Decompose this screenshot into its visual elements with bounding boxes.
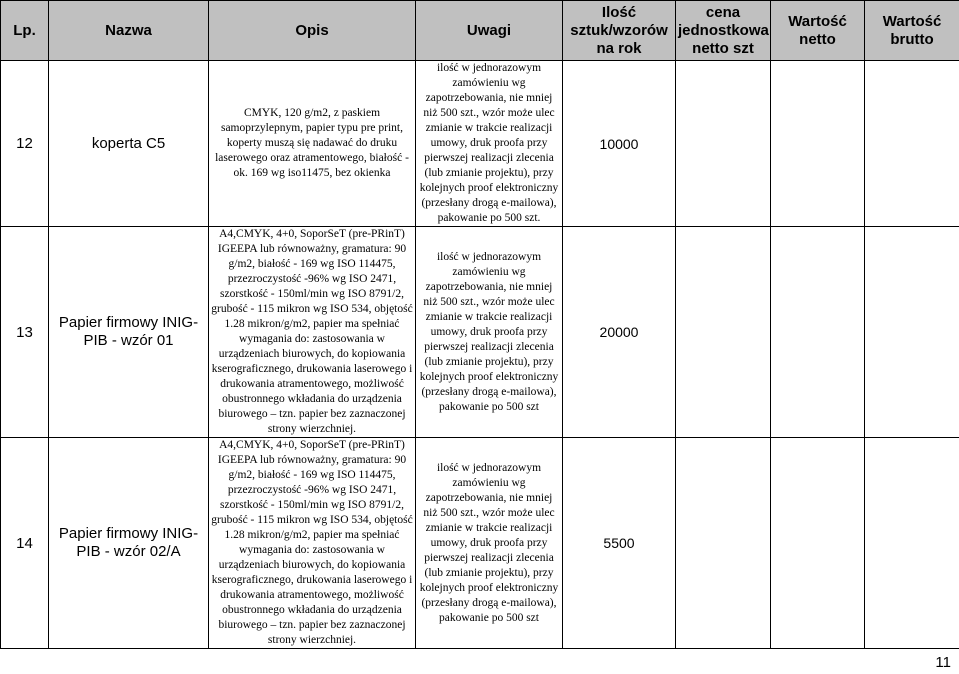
row-cena-cell	[676, 227, 771, 438]
row-nazwa: Papier firmowy INIG-PIB - wzór 01	[49, 227, 209, 438]
table-row	[1, 438, 959, 649]
row-netto-cell	[771, 227, 865, 438]
row-nazwa: koperta C5	[49, 61, 209, 227]
header-wartosc-netto: Wartość netto	[771, 1, 865, 61]
header-cena: cena jednostkowa netto szt	[676, 1, 771, 61]
header-nazwa: Nazwa	[49, 1, 209, 61]
header-lp: Lp.	[1, 1, 49, 61]
row-lp: 13	[1, 227, 49, 438]
header-row	[1, 1, 959, 61]
row-ilosc: 20000	[563, 227, 676, 438]
row-brutto-cell	[865, 227, 959, 438]
row-uwagi: ilość w jednorazowym zamówieniu wg zapotrzebowania, nie mniej niż 500 szt., wzór może ulec zmianie w trakcie realizacji umowy, druk proofa przy pierwszej realizacji zlecenia (lub zmianie projektu), przy kolejnych proof elektroniczny (przesłany drogą e-mailowa), pakowanie po 500 szt.	[416, 61, 563, 227]
row-netto-cell	[771, 61, 865, 227]
table-row	[1, 61, 959, 227]
row-ilosc: 10000	[563, 61, 676, 227]
row-cena-cell	[676, 61, 771, 227]
row-lp: 12	[1, 61, 49, 227]
row-brutto-cell	[865, 438, 959, 649]
row-lp: 14	[1, 438, 49, 649]
row-ilosc: 5500	[563, 438, 676, 649]
row-nazwa: Papier firmowy INIG-PIB - wzór 02/A	[49, 438, 209, 649]
row-opis: A4,CMYK, 4+0, SoporSeT (pre-PRinT) IGEEPA lub równoważny, gramatura: 90 g/m2, białość - 169 wg ISO 114475, przezroczystość -96% wg ISO 2471, szorstkość - 150ml/min wg ISO 8791/2, grubość - 115 mikron wg ISO 534, objętość 1.28 mikron/g/m2, papier ma spełniać wymagania do: zastosowania w urządzeniach biurowych, do kopiowania kserograficznego, drukowania laserowego i drukowania atramentowego, możliwość obustronnego wkładania do urządzenia biurowego – tzn. papier bez zaznaczonej strony wierzchniej.	[209, 227, 416, 438]
row-brutto-cell	[865, 61, 959, 227]
row-uwagi: ilość w jednorazowym zamówieniu wg zapotrzebowania, nie mniej niż 500 szt., wzór może ulec zmianie w trakcie realizacji umowy, druk proofa przy pierwszej realizacji zlecenia (lub zmianie projektu), przy kolejnych proof elektroniczny (przesłany drogą e-mailowa), pakowanie po 500 szt	[416, 227, 563, 438]
table-row	[1, 227, 959, 438]
header-uwagi: Uwagi	[416, 1, 563, 61]
header-ilosc: Ilość sztuk/wzorów na rok	[563, 1, 676, 61]
row-cena-cell	[676, 438, 771, 649]
header-wartosc-brutto: Wartość brutto	[865, 1, 959, 61]
row-uwagi: ilość w jednorazowym zamówieniu wg zapotrzebowania, nie mniej niż 500 szt., wzór może ulec zmianie w trakcie realizacji umowy, druk proofa przy pierwszej realizacji zlecenia (lub zmianie projektu), przy kolejnych proof elektroniczny (przesłany drogą e-mailowa), pakowanie po 500 szt	[416, 438, 563, 649]
row-opis: A4,CMYK, 4+0, SoporSeT (pre-PRinT) IGEEPA lub równoważny, gramatura: 90 g/m2, białość - 169 wg ISO 114475, przezroczystość -96% wg ISO 2471, szorstkość - 150ml/min wg ISO 8791/2, grubość - 115 mikron wg ISO 534, objętość 1.28 mikron/g/m2, papier ma spełniać wymagania do: zastosowania w urządzeniach biurowych, do kopiowania kserograficznego, drukowania laserowego i drukowania atramentowego, możliwość obustronnego wkładania do urządzenia biurowego – tzn. papier bez zaznaczonej strony wierzchniej.	[209, 438, 416, 649]
row-netto-cell	[771, 438, 865, 649]
row-opis: CMYK, 120 g/m2, z paskiem samoprzylepnym, papier typu pre print, koperty muszą się nadawać do druku laserowego oraz atramentowego, białość - ok. 169 wg iso11475, bez okienka	[209, 61, 416, 227]
page-number: 11	[935, 654, 951, 671]
header-opis: Opis	[209, 1, 416, 61]
